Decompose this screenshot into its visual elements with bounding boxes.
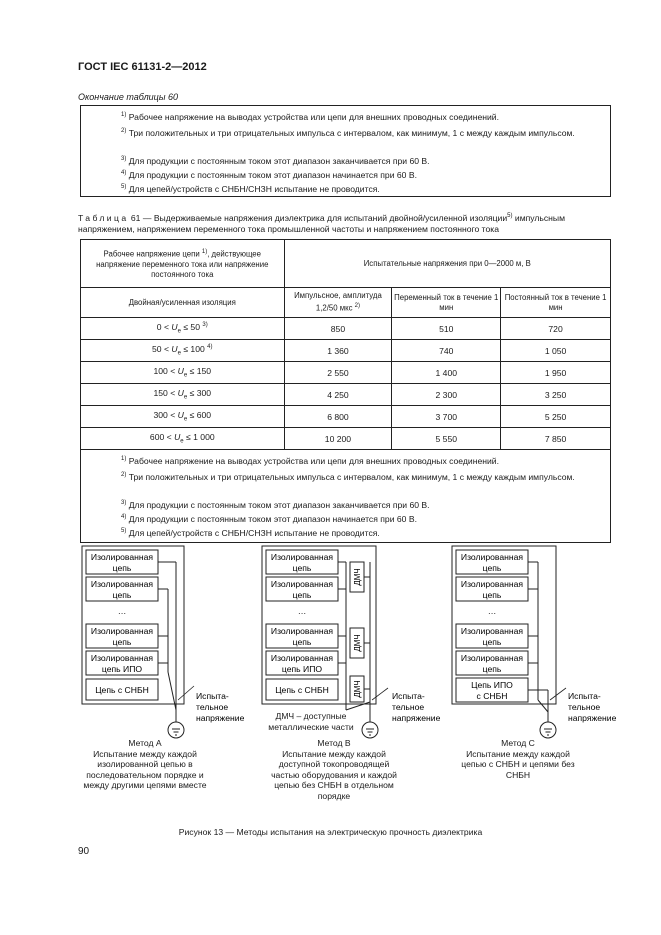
method-c-diagram (452, 546, 617, 738)
method-c-title: Метод C (501, 738, 535, 748)
table61-cell-impulse: 4 250 (284, 384, 392, 406)
method-b-caption (270, 738, 398, 801)
method-a-test-voltage-2: тельное (196, 702, 229, 712)
method-c-box5-label-2: с СНБН (476, 691, 508, 701)
table61-cell-ac: 5 550 (392, 428, 501, 450)
table60-note-2: $^{2)}$ Три положительных и три отрицательных импульса с интервалом, как минимум, 1 с между каждым импульсом. (121, 127, 575, 138)
table61-cell-range: $100 < U_e \le 150$ (81, 362, 285, 384)
table61-note-1: $^{1)}$ Рабочее напряжение на выводах устройства или цепи для внешних проводных соединений. (121, 455, 499, 466)
table61-note-4: $^{4)}$ Для продукции с постоянным током этот диапазон начинается при 60 В. (121, 513, 417, 524)
table-row (81, 384, 611, 406)
method-a-title: Метод A (128, 738, 162, 748)
table-row (81, 318, 611, 340)
method-a-test-voltage-3: напряжение (196, 713, 245, 723)
table61-notes (81, 450, 611, 543)
method-c-box3-label-1: Изолированная (460, 626, 524, 636)
table61-cell-range: $150 < U_e \le 300$ (81, 384, 285, 406)
table61-col-insulation: Двойная/усиленная изоляция (81, 288, 285, 318)
method-a-description: Испытание между каждой изолированной цепью в последовательном порядке и между другими цепями вместе (83, 748, 207, 790)
table61-col-impulse: Импульсное, амплитуда 1,2/50 мкс $^{2)}$ (284, 288, 392, 318)
method-b-test-voltage-3: напряжение (392, 713, 441, 723)
method-c-test-voltage-3: напряжение (568, 713, 617, 723)
table60-note-3: $^{3)}$ Для продукции с постоянным током этот диапазон заканчивается при 60 В. (121, 155, 430, 166)
page-number: 90 (78, 846, 90, 857)
document-header: ГОСТ IEC 61131-2—2012 (78, 61, 207, 73)
table61-cell-ac: 1 400 (392, 362, 501, 384)
table61-cell-ac: 510 (392, 318, 501, 340)
method-b-dmch-3-label: ДМЧ (353, 680, 362, 698)
table61-cell-dc: 1 050 (501, 340, 611, 362)
table61-cell-range: $50 < U_e \le 100$ $^{4)}$ (81, 340, 285, 362)
method-b-test-voltage-2: тельное (392, 702, 425, 712)
method-a-box3-label-2: цепь (112, 637, 132, 647)
method-a-box4-label-1: Изолированная (90, 653, 154, 663)
table61-cell-dc: 7 850 (501, 428, 611, 450)
table61-cell-dc: 1 950 (501, 362, 611, 384)
table61 (80, 239, 611, 543)
method-a-box1-label-1: Изолированная (90, 552, 154, 562)
method-b-box2-label-2: цепь (292, 590, 312, 600)
method-b-box1-label-2: цепь (292, 563, 312, 573)
table61-cell-ac: 2 300 (392, 384, 501, 406)
method-b-description: Испытание между каждой доступной токопроводящей частью оборудования и каждой цепью без СНБН в отдельном порядке (271, 748, 397, 801)
table60-note-4: $^{4)}$ Для продукции с постоянным током этот диапазон начинается при 60 В. (121, 169, 417, 180)
method-a-box2-label-2: цепь (112, 590, 132, 600)
table61-caption: Таблица 61 — Выдерживаемые напряжения диэлектрика для испытаний двойной/усиленной изоляции$^{5)}$ импульсным напряжением, напряжением переменного тока промышленной частоты и напряжением постоянного тока (78, 212, 565, 234)
method-a-box5-label: Цепь с СНБН (95, 685, 149, 695)
table61-cell-impulse: 850 (284, 318, 392, 340)
table61-cell-impulse: 2 550 (284, 362, 392, 384)
method-c-ellipsis: … (487, 606, 497, 616)
table61-cell-dc: 3 250 (501, 384, 611, 406)
method-b-box5-label: Цепь с СНБН (275, 685, 329, 695)
table61-cell-range: $600 < U_e \le 1$ 000 (81, 428, 285, 450)
table61-cell-impulse: 10 200 (284, 428, 392, 450)
method-c-test-voltage-2: тельное (568, 702, 601, 712)
table60-note-1: $^{1)}$ Рабочее напряжение на выводах устройства или цепи для внешних проводных соединений. (121, 111, 499, 122)
table61-col-ac: Переменный ток в течение 1 мин (392, 288, 501, 318)
method-c-box1-label-2: цепь (482, 563, 502, 573)
table61-note-3: $^{3)}$ Для продукции с постоянным током этот диапазон заканчивается при 60 В. (121, 499, 430, 510)
table60-continuation: Окончание таблицы 60 (78, 92, 178, 102)
method-b-box3-label-2: цепь (292, 637, 312, 647)
table61-cell-impulse: 6 800 (284, 406, 392, 428)
method-c-box2-label-1: Изолированная (460, 579, 524, 589)
table61-cell-range: $0 < U_e \le 50$ $^{3)}$ (81, 318, 285, 340)
method-b-box2-label-1: Изолированная (270, 579, 334, 589)
method-a-box3-label-1: Изолированная (90, 626, 154, 636)
method-c-caption (456, 738, 580, 780)
method-c-test-voltage-1: Испыта- (568, 691, 601, 701)
table61-cell-dc: 720 (501, 318, 611, 340)
method-b-title: Метод B (317, 738, 351, 748)
table-row (81, 340, 611, 362)
method-c-box1-label-1: Изолированная (460, 552, 524, 562)
method-b-box4-label-1: Изолированная (270, 653, 334, 663)
method-c-box2-label-2: цепь (482, 590, 502, 600)
figure-caption: Рисунок 13 — Методы испытания на электрическую прочность диэлектрика (178, 827, 483, 837)
method-c-description: Испытание между каждой цепью с СНБН и цепями без СНБН (461, 748, 575, 780)
table-row (81, 406, 611, 428)
method-b-diagram (262, 546, 441, 738)
table61-head-working-voltage: Рабочее напряжение цепи $^{1)}$, действующее напряжение переменного тока или напряжение постоянного тока (81, 240, 285, 288)
method-a-box1-label-2: цепь (112, 563, 132, 573)
dmch-legend: ДМЧ – доступные металлические части (268, 711, 354, 732)
method-c-box3-label-2: цепь (482, 637, 502, 647)
method-a-caption (82, 738, 208, 791)
table61-cell-ac: 740 (392, 340, 501, 362)
table61-cell-dc: 5 250 (501, 406, 611, 428)
method-c-box4-label-1: Изолированная (460, 653, 524, 663)
table61-cell-ac: 3 700 (392, 406, 501, 428)
method-a-box2-label-1: Изолированная (90, 579, 154, 589)
method-a-test-voltage-1: Испыта- (196, 691, 229, 701)
table60-notes-box (80, 105, 611, 197)
method-b-ellipsis: … (297, 606, 307, 616)
method-b-test-voltage-1: Испыта- (392, 691, 425, 701)
method-b-dmch-1-label: ДМЧ (353, 568, 362, 586)
method-a-ellipsis: … (117, 606, 127, 616)
method-c-box4-label-2: цепь (482, 664, 502, 674)
table61-note-2: $^{2)}$ Три положительных и три отрицательных импульса с интервалом, как минимум, 1 с между каждым импульсом. (121, 471, 575, 482)
method-a-box4-label-2: цепь ИПО (101, 664, 143, 674)
method-b-dmch-2-label: ДМЧ (353, 634, 362, 652)
method-b-box3-label-1: Изолированная (270, 626, 334, 636)
table61-note-5: $^{5)}$ Для цепей/устройств с СНБН/СНЗН испытание не проводится. (121, 527, 380, 538)
table-row (81, 362, 611, 384)
table61-col-dc: Постоянный ток в течение 1 мин (501, 288, 611, 318)
table61-head-test-voltage: Испытательные напряжения при 0—2000 м, В (284, 240, 610, 288)
table-row (81, 428, 611, 450)
method-a-diagram (82, 546, 245, 738)
method-b-box1-label-1: Изолированная (270, 552, 334, 562)
method-b-box4-label-2: цепь ИПО (281, 664, 323, 674)
method-c-box5-label-1: Цепь ИПО (471, 680, 513, 690)
table61-cell-impulse: 1 360 (284, 340, 392, 362)
table60-note-5: $^{5)}$ Для цепей/устройств с СНБН/СНЗН испытание не проводится. (121, 183, 380, 194)
table61-cell-range: $300 < U_e \le 600$ (81, 406, 285, 428)
